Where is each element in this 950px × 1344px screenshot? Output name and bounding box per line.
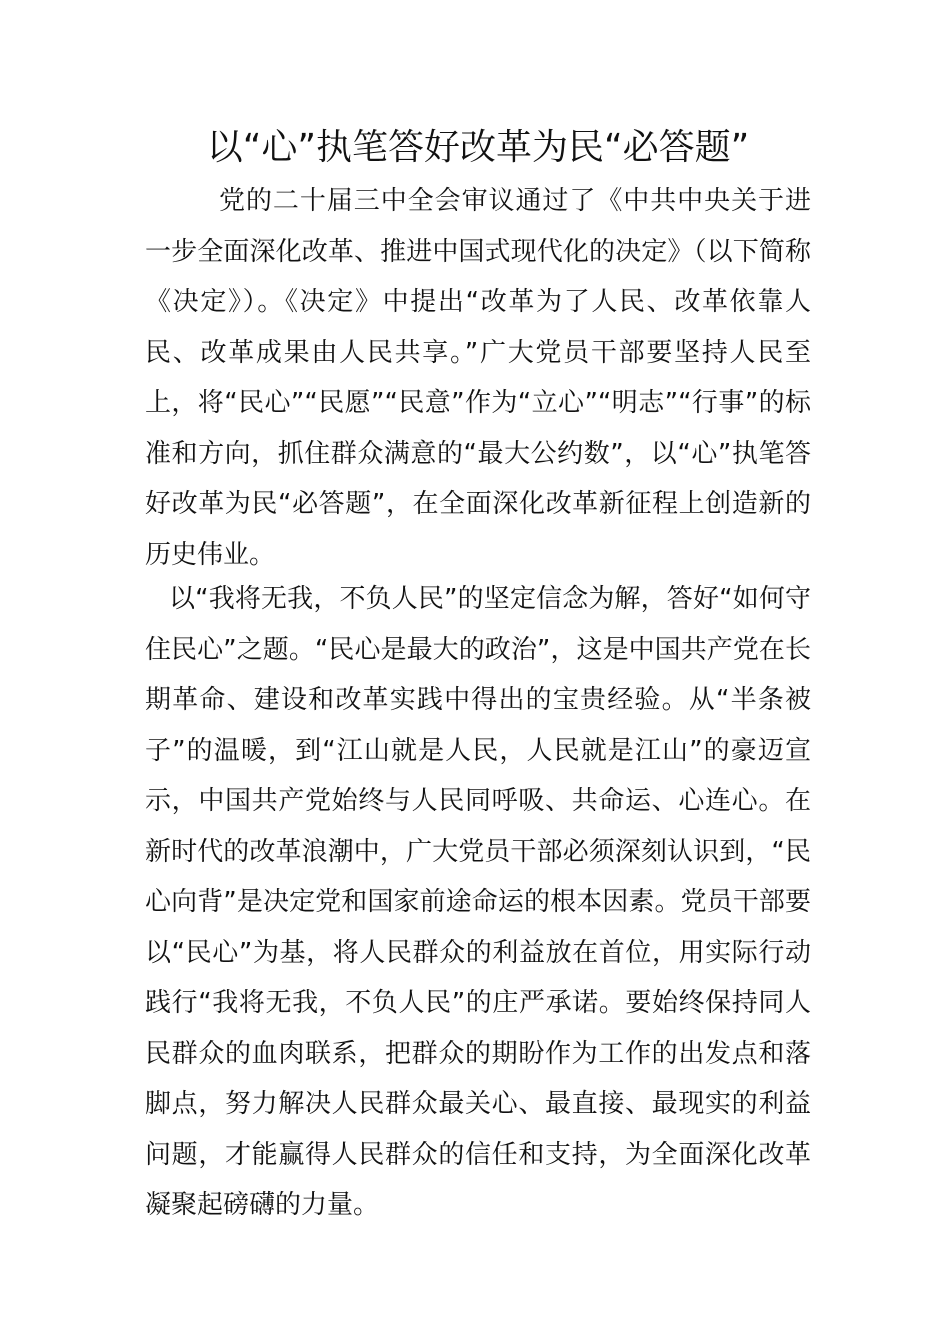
paragraph-2: 以“我将无我，不负人民”的坚定信念为解，答好“如何守住民心”之题。“民心是最大的政治”，这是中国共产党在长期革命、建设和改革实践中得出的宝贵经验。从“半条被子”的温暖，到“江山就是人民，人民就是江山”的豪迈宣示，中国共产党始终与人民同呼吸、共命运、心连心。在新时代的改革浪潮中，广大党员干部必须深刻认识到，“民心向背”是决定党和国家前途命运的根本因素。党员干部要以“民心”为基，将人民群众的利益放在首位，用实际行动践行“我将无我，不负人民”的庄严承诺。要始终保持同人民群众的血肉联系，把群众的期盼作为工作的出发点和落脚点，努力解决人民群众最关心、最直接、最现实的利益问题，才能赢得人民群众的信任和支持，为全面深化改革凝聚起磅礴的力量。 (145, 584, 811, 1220)
paragraph-1: 党的二十届三中全会审议通过了《中共中央关于进一步全面深化改革、推进中国式现代化的决定》（以下简称《决定》）。《决定》中提出“改革为了人民、改革依靠人民、改革成果由人民共享。”广大党员干部要坚持人民至上，将“民心”“民愿”“民意”作为“立心”“明志”“行事”的标准和方向，抓住群众满意的“最大公约数”，以“心”执笔答好改革为民“必答题”，在全面深化改革新征程上创造新的历史伟业。 (145, 186, 811, 570)
document-title: 以“心”执笔答好改革为民“必答题” (206, 127, 750, 168)
